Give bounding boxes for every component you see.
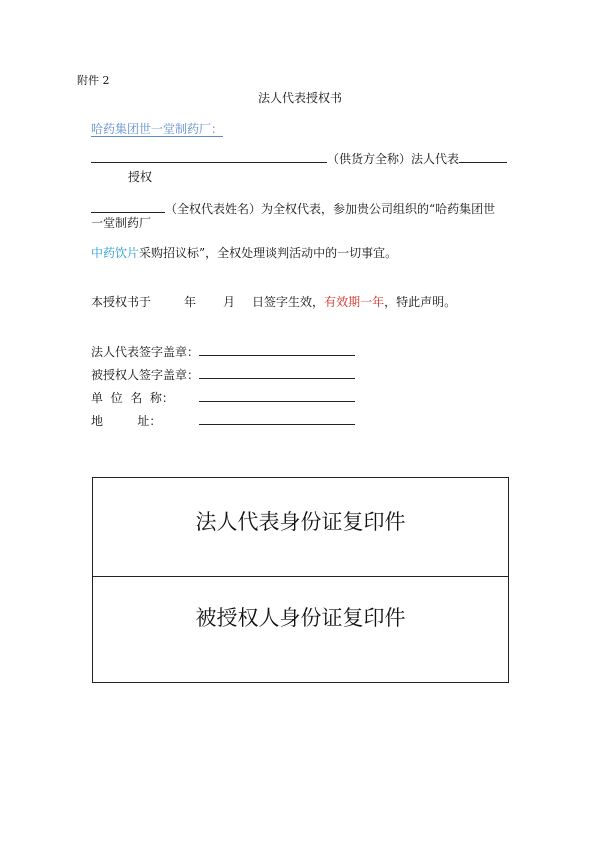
validity-line — [91, 293, 456, 310]
signature-blank — [199, 343, 355, 356]
recipient-name: 哈药集团世一堂制药厂： — [91, 122, 224, 136]
attachment-label: 附件 2 — [77, 74, 110, 87]
validity-year: 年 — [184, 295, 197, 309]
signature-blank — [199, 366, 355, 379]
document-title: 法人代表授权书 — [258, 91, 343, 105]
recipient-line — [91, 120, 223, 137]
signature-label: 法人代表签字盖章： — [91, 345, 200, 359]
id-copy-box-authorized — [92, 576, 509, 683]
authorize-word: 授权 — [128, 170, 153, 184]
representative-name-blank — [91, 200, 165, 213]
signature-label: 地 址： — [91, 414, 162, 428]
supplier-line — [91, 150, 507, 167]
project-highlight: 中药饮片 — [91, 246, 140, 260]
company-continuation: 一堂制药厂 — [91, 216, 152, 230]
representative-line — [91, 200, 495, 217]
representative-text: （全权代表姓名）为全权代表，参加贵公司组织的“哈药集团世 — [165, 202, 496, 216]
project-line — [91, 244, 397, 261]
project-rest: 采购招议标”，全权处理谈判活动中的一切事宜。 — [139, 246, 398, 260]
signature-blank — [199, 412, 355, 425]
signature-row-address — [91, 412, 355, 429]
validity-month: 月 — [223, 295, 236, 309]
validity-suffix: ，特此声明。 — [384, 295, 457, 309]
id-copy-label-authorized: 被授权人身份证复印件 — [195, 606, 406, 630]
validity-period: 有效期一年 — [324, 295, 385, 309]
legal-rep-name-blank — [459, 150, 507, 163]
validity-prefix: 本授权书于 — [91, 295, 152, 309]
id-copy-label-legal-rep: 法人代表身份证复印件 — [195, 510, 406, 534]
signature-blank — [199, 389, 355, 402]
signature-row-authorized — [91, 366, 355, 383]
supplier-name-blank — [91, 150, 327, 163]
id-copy-box-legal-rep — [92, 477, 509, 577]
signature-row-company — [91, 389, 355, 406]
signature-label: 被授权人签字盖章： — [91, 368, 200, 382]
signature-label: 单 位 名 称： — [91, 391, 174, 405]
validity-day-text: 日签字生效， — [252, 295, 325, 309]
signature-row-legal-rep — [91, 343, 355, 360]
supplier-note: （供货方全称）法人代表 — [327, 152, 460, 166]
